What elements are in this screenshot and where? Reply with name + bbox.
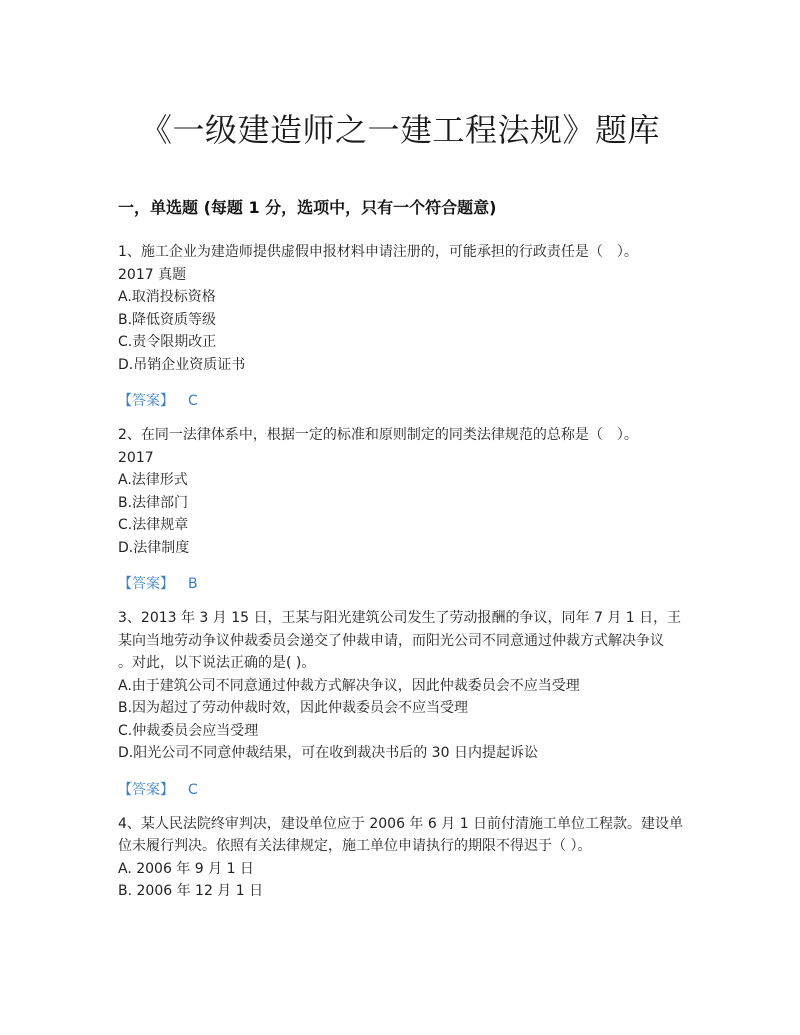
answer-value: C xyxy=(188,781,198,798)
question-list xyxy=(118,241,684,915)
option-b: B.降低资质等级 xyxy=(118,311,217,328)
option-b: B.法律部门 xyxy=(118,494,189,511)
option-a: A. 2006 年 9 月 1 日 xyxy=(118,860,254,877)
option-a: A.由于建筑公司不同意通过仲裁方式解决争议，因此仲裁委员会不应当受理 xyxy=(118,677,580,694)
answer-line xyxy=(118,390,684,412)
option-a: A.法律形式 xyxy=(118,472,188,488)
option-d: D.阳光公司不同意仲裁结果，可在收到裁决书后的 30 日内提起诉讼 xyxy=(118,745,538,761)
option-d: D.法律制度 xyxy=(118,539,190,556)
answer-line xyxy=(118,573,684,595)
question-stem-line: 2、在同一法律体系中，根据一定的标准和原则制定的同类法律规范的总称是（ ）。 xyxy=(118,427,638,443)
question-stem-line: 2017 真题 xyxy=(118,266,187,283)
section-heading: 一，单选题 (每题 1 分，选项中，只有一个符合题意) xyxy=(118,198,497,217)
question-stem-line: 位未履行判决。依照有关法律规定，施工单位申请执行的期限不得迟于（ ）。 xyxy=(118,838,592,854)
option-a: A.取消投标资格 xyxy=(118,289,216,305)
document-title: 《一级建造师之一建工程法规》题库 xyxy=(139,111,660,149)
question-4 xyxy=(118,813,684,903)
question-2 xyxy=(118,424,684,595)
answer-label: 【答案】 xyxy=(118,393,174,409)
answer-value: C xyxy=(188,393,198,409)
option-b: B.因为超过了劳动仲裁时效，因此仲裁委员会不应当受理 xyxy=(118,700,469,716)
answer-line xyxy=(118,779,684,801)
answer-label: 【答案】 xyxy=(118,781,174,798)
option-c: C.责令限期改正 xyxy=(118,334,217,350)
question-stem-line: 1、施工企业为建造师提供虚假申报材料申请注册的，可能承担的行政责任是（ ）。 xyxy=(118,244,638,260)
answer-value: B xyxy=(188,576,198,592)
question-3 xyxy=(118,607,684,801)
question-stem-line: 4、某人民法院终审判决，建设单位应于 2006 年 6 月 1 日前付清施工单位工程款。建设单 xyxy=(118,815,684,832)
question-stem-line: 。对此，以下说法正确的是( )。 xyxy=(118,655,316,671)
option-b: B. 2006 年 12 月 1 日 xyxy=(118,883,264,899)
option-d: D.吊销企业资质证书 xyxy=(118,356,246,373)
option-c: C.法律规章 xyxy=(118,517,189,533)
question-1 xyxy=(118,241,684,412)
answer-label: 【答案】 xyxy=(118,576,174,592)
question-stem-line: 2017 xyxy=(118,449,154,466)
question-stem-line: 3、2013 年 3 月 15 日，王某与阳光建筑公司发生了劳动报酬的争议，同年 7 月 1 日，王 xyxy=(118,610,682,626)
option-c: C.仲裁委员会应当受理 xyxy=(118,722,259,739)
question-stem-line: 某向当地劳动争议仲裁委员会递交了仲裁申请，而阳光公司不同意通过仲裁方式解决争议 xyxy=(118,632,664,649)
